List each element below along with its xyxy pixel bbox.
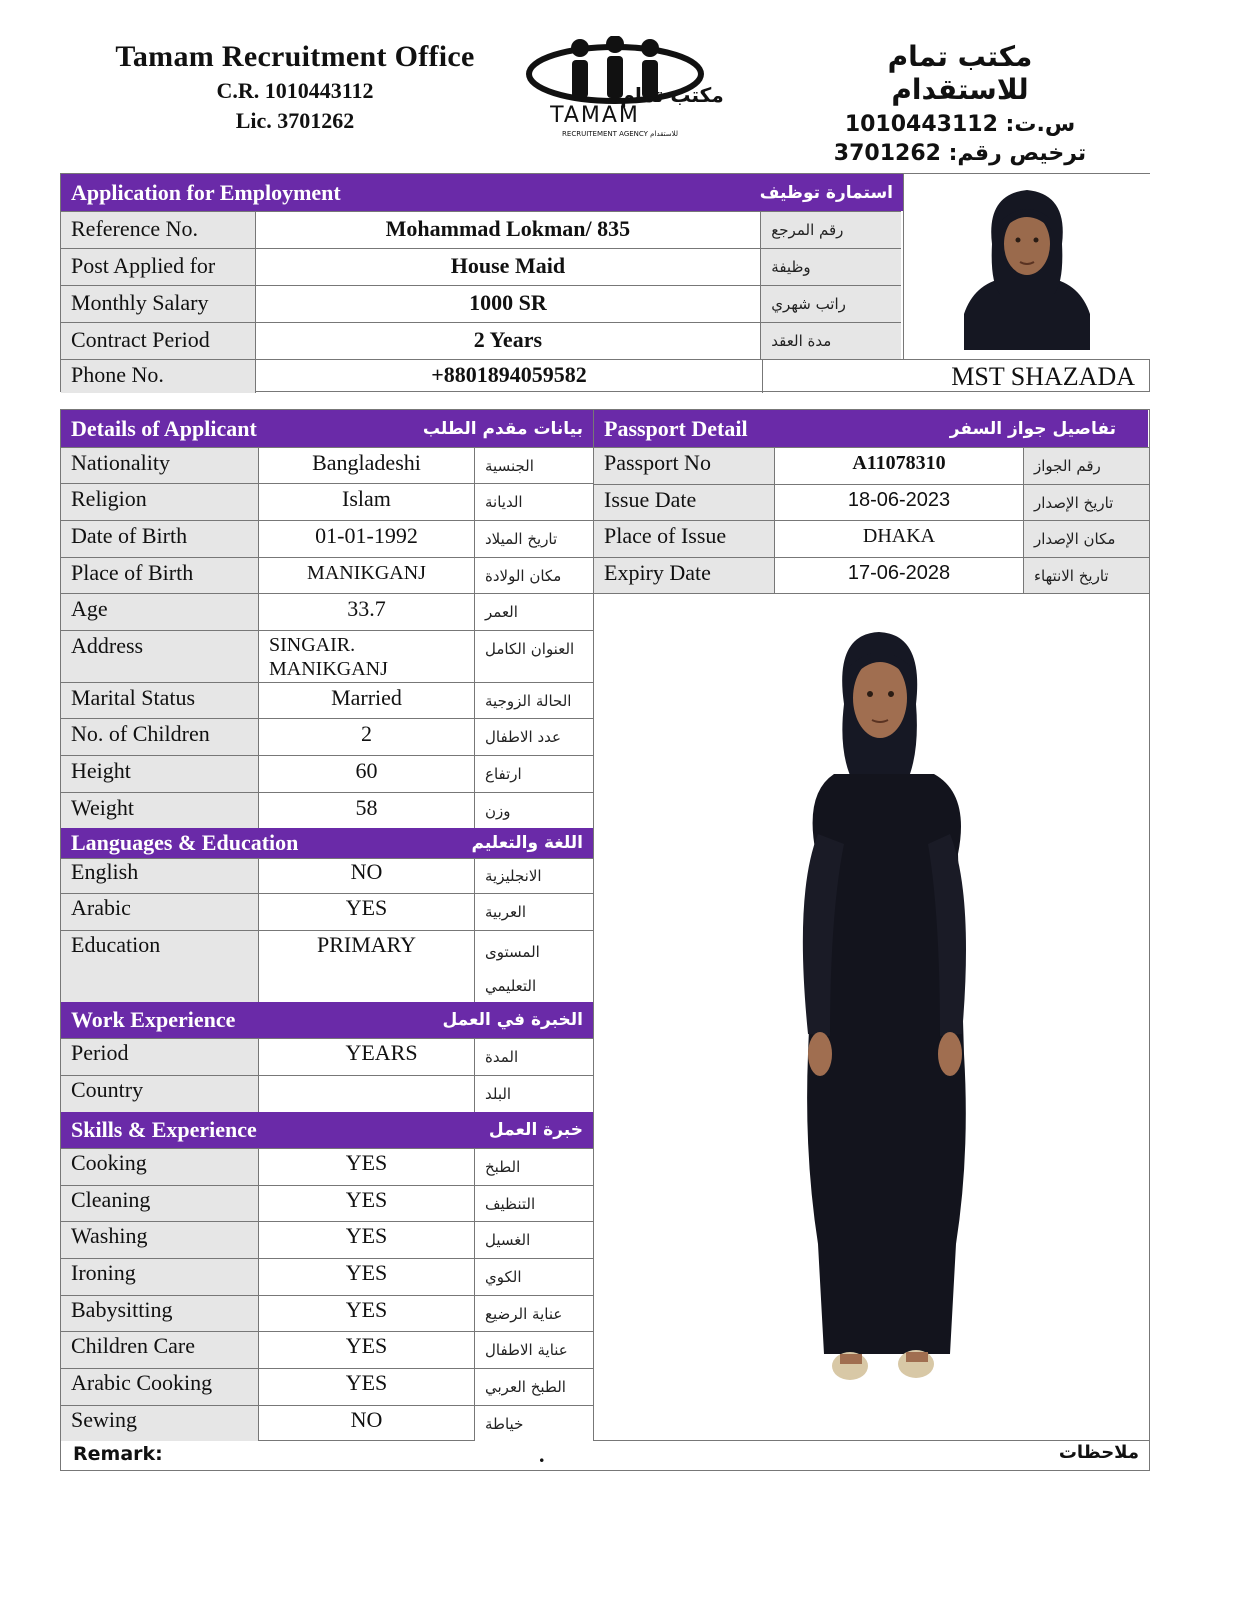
table-row xyxy=(61,893,593,930)
row-label-ar: العنوان الكامل xyxy=(475,631,593,682)
table-row xyxy=(61,483,593,520)
row-label: Ironing xyxy=(61,1259,259,1295)
office-name: Tamam Recruitment Office xyxy=(115,40,475,73)
remark-label-ar: ملاحظات xyxy=(1058,1442,1139,1463)
cr-number: C.R. 1010443112 xyxy=(216,78,374,103)
license-number: Lic. 3701262 xyxy=(235,108,355,133)
row-label-ar: مكان الولادة xyxy=(475,558,593,593)
logo-en-text: TAMAM xyxy=(550,103,640,128)
row-label-ar: المدة xyxy=(475,1039,593,1075)
row-value: 33.7 xyxy=(259,594,475,630)
row-label: Country xyxy=(61,1076,259,1112)
row-label: Post Applied for xyxy=(61,249,256,285)
row-value: Married xyxy=(259,683,475,718)
table-row xyxy=(61,718,593,755)
work-title: Work Experience xyxy=(71,1007,236,1032)
row-label: Arabic xyxy=(61,894,259,930)
row-label-ar: الجنسية xyxy=(475,448,593,483)
row-label: Arabic Cooking xyxy=(61,1369,259,1405)
table-row xyxy=(61,248,901,285)
row-value: YES xyxy=(259,1186,475,1221)
row-label: Contract Period xyxy=(61,323,256,359)
details-header xyxy=(61,410,593,447)
table-row xyxy=(61,1038,593,1075)
row-value: A11078310 xyxy=(775,448,1024,484)
row-value: 2 Years xyxy=(256,323,762,359)
table-row xyxy=(61,447,593,483)
row-value: 1000 SR xyxy=(256,286,762,322)
work-header xyxy=(61,1002,593,1038)
row-label: Period xyxy=(61,1039,259,1075)
row-label: Weight xyxy=(61,793,259,828)
row-value: YES xyxy=(259,1149,475,1185)
table-row xyxy=(61,1185,593,1221)
row-label-ar: العربية xyxy=(475,894,593,930)
row-label: Cleaning xyxy=(61,1186,259,1221)
table-row xyxy=(61,1405,593,1441)
row-value: +8801894059582 xyxy=(256,360,763,393)
row-label: Cooking xyxy=(61,1149,259,1185)
table-row xyxy=(61,1368,593,1405)
row-label-ar: راتب شهري xyxy=(761,286,901,322)
row-label-ar: وزن xyxy=(475,793,593,828)
row-label-ar: التنظيف xyxy=(475,1186,593,1221)
details-section xyxy=(60,409,594,1441)
row-value: YES xyxy=(259,1222,475,1258)
row-label: Babysitting xyxy=(61,1296,259,1331)
row-label-ar: عدد الاطفال xyxy=(475,719,593,755)
office-name-ar: مكتب تمام للاستقدام xyxy=(887,40,1033,106)
row-value: DHAKA xyxy=(775,521,1024,557)
row-label-ar: مكان الإصدار xyxy=(1024,521,1149,557)
skills-title: Skills & Experience xyxy=(71,1117,257,1142)
row-value: House Maid xyxy=(256,249,762,285)
row-label: Passport No xyxy=(594,448,775,484)
row-value xyxy=(259,1076,475,1112)
languages-title-ar: اللغة والتعليم xyxy=(471,833,583,853)
work-title-ar: الخبرة في العمل xyxy=(442,1010,583,1030)
table-row xyxy=(61,1148,593,1185)
languages-title: Languages & Education xyxy=(71,830,299,855)
table-row xyxy=(61,682,593,718)
passport-section xyxy=(594,409,1150,1441)
details-title-ar: بيانات مقدم الطلب xyxy=(422,418,583,439)
applicant-name: MST SHAZADA xyxy=(951,362,1135,391)
row-label: Monthly Salary xyxy=(61,286,256,322)
row-value: YES xyxy=(259,894,475,930)
logo-ar-text: مكتب تمام xyxy=(620,83,724,107)
row-value: 2 xyxy=(259,719,475,755)
row-value: Mohammad Lokman/ 835 xyxy=(256,212,762,248)
row-label: Marital Status xyxy=(61,683,259,718)
row-value: YES xyxy=(259,1259,475,1295)
row-label-ar: عناية الاطفال xyxy=(475,1332,593,1368)
row-label: Religion xyxy=(61,484,259,520)
table-row xyxy=(61,792,593,828)
row-value: NO xyxy=(259,859,475,893)
office-header-ar xyxy=(830,40,1090,166)
row-label: Address xyxy=(61,631,259,682)
portrait-photo xyxy=(903,174,1150,359)
row-label: Washing xyxy=(61,1222,259,1258)
remark-row xyxy=(60,1440,1150,1471)
passport-title-ar: تفاصيل جواز السفر xyxy=(949,418,1116,439)
row-value: Islam xyxy=(259,484,475,520)
row-label-ar: الحالة الزوجية xyxy=(475,683,593,718)
row-value: 58 xyxy=(259,793,475,828)
row-label: English xyxy=(61,859,259,893)
passport-header xyxy=(594,410,1148,447)
application-table xyxy=(60,173,1150,392)
table-row xyxy=(61,285,901,322)
remark-label: Remark: xyxy=(73,1443,163,1465)
row-label: Place of Issue xyxy=(594,521,775,557)
row-label-ar: الغسيل xyxy=(475,1222,593,1258)
row-label-ar: المستوى التعليمي xyxy=(475,931,593,1002)
table-row xyxy=(61,1295,593,1331)
table-row xyxy=(61,858,593,893)
table-row xyxy=(61,1258,593,1295)
row-value: 18-06-2023 xyxy=(775,485,1024,520)
row-label: Phone No. xyxy=(61,360,256,393)
office-header-en xyxy=(60,40,530,134)
cr-number-ar: س.ت: 1010443112 xyxy=(844,112,1076,137)
table-row xyxy=(594,484,1149,520)
skills-title-ar: خبرة العمل xyxy=(488,1120,583,1140)
row-label-ar: تاريخ الانتهاء xyxy=(1024,558,1149,593)
application-title-ar: استمارة توظيف xyxy=(759,182,893,203)
row-value: MANIKGANJ xyxy=(259,558,475,593)
row-label: No. of Children xyxy=(61,719,259,755)
row-label-ar: الطبخ xyxy=(475,1149,593,1185)
row-label: Height xyxy=(61,756,259,792)
table-row xyxy=(61,520,593,557)
table-row xyxy=(61,1331,593,1368)
application-header xyxy=(61,174,903,211)
passport-title: Passport Detail xyxy=(604,415,748,441)
row-value: YES xyxy=(259,1296,475,1331)
table-row xyxy=(61,630,593,682)
row-label: Expiry Date xyxy=(594,558,775,593)
row-label-ar: الكوي xyxy=(475,1259,593,1295)
full-body-photo xyxy=(594,594,1148,1440)
details-title: Details of Applicant xyxy=(71,415,257,441)
row-label-ar: عناية الرضيع xyxy=(475,1296,593,1331)
row-value: 01-01-1992 xyxy=(259,521,475,557)
row-value: Bangladeshi xyxy=(259,448,475,483)
license-number-ar: ترخيص رقم: 3701262 xyxy=(833,141,1087,166)
row-label-ar: البلد xyxy=(475,1076,593,1112)
application-title: Application for Employment xyxy=(71,179,341,205)
table-row xyxy=(61,593,593,630)
row-value: SINGAIR. MANIKGANJ xyxy=(259,631,475,682)
table-row xyxy=(61,1075,593,1112)
table-row xyxy=(594,557,1149,594)
table-row xyxy=(61,755,593,792)
table-row xyxy=(61,1221,593,1258)
row-value: YES xyxy=(259,1332,475,1368)
row-label: Place of Birth xyxy=(61,558,259,593)
row-label: Sewing xyxy=(61,1406,259,1441)
row-label-ar: رقم الجواز xyxy=(1024,448,1149,484)
table-row xyxy=(61,557,593,593)
row-label: Children Care xyxy=(61,1332,259,1368)
logo-sub-text: RECRUITEMENT AGENCY للاستقدام xyxy=(562,130,678,138)
row-label-ar: وظيفة xyxy=(761,249,901,285)
row-label-ar: رقم المرجع xyxy=(761,212,901,248)
table-row xyxy=(61,322,901,359)
row-value: 17-06-2028 xyxy=(775,558,1024,593)
table-row xyxy=(61,211,901,248)
row-label: Date of Birth xyxy=(61,521,259,557)
row-label-ar: مدة العقد xyxy=(761,323,901,359)
row-label-ar: الطبخ العربي xyxy=(475,1369,593,1405)
row-label: Reference No. xyxy=(61,212,256,248)
row-value: 60 xyxy=(259,756,475,792)
table-row xyxy=(61,359,1149,393)
languages-header xyxy=(61,828,593,858)
row-label: Education xyxy=(61,931,259,1002)
table-row xyxy=(61,930,593,1002)
row-value: YEARS xyxy=(259,1039,475,1075)
row-label-ar: الديانة xyxy=(475,484,593,520)
row-label-ar: خياطة xyxy=(475,1406,593,1441)
row-value: PRIMARY xyxy=(259,931,475,1002)
row-label: Nationality xyxy=(61,448,259,483)
tamam-logo xyxy=(520,36,735,146)
row-label-ar: تاريخ الإصدار xyxy=(1024,485,1149,520)
skills-header xyxy=(61,1112,593,1148)
row-label-ar: ارتفاع xyxy=(475,756,593,792)
remark-value: . xyxy=(539,1442,545,1467)
row-value: NO xyxy=(259,1406,475,1441)
row-label-ar: العمر xyxy=(475,594,593,630)
table-row xyxy=(594,520,1149,557)
row-label: Issue Date xyxy=(594,485,775,520)
row-value: YES xyxy=(259,1369,475,1405)
row-label: Age xyxy=(61,594,259,630)
table-row xyxy=(594,447,1149,484)
row-label-ar: الانجليزية xyxy=(475,859,593,893)
row-label-ar: تاريخ الميلاد xyxy=(475,521,593,557)
